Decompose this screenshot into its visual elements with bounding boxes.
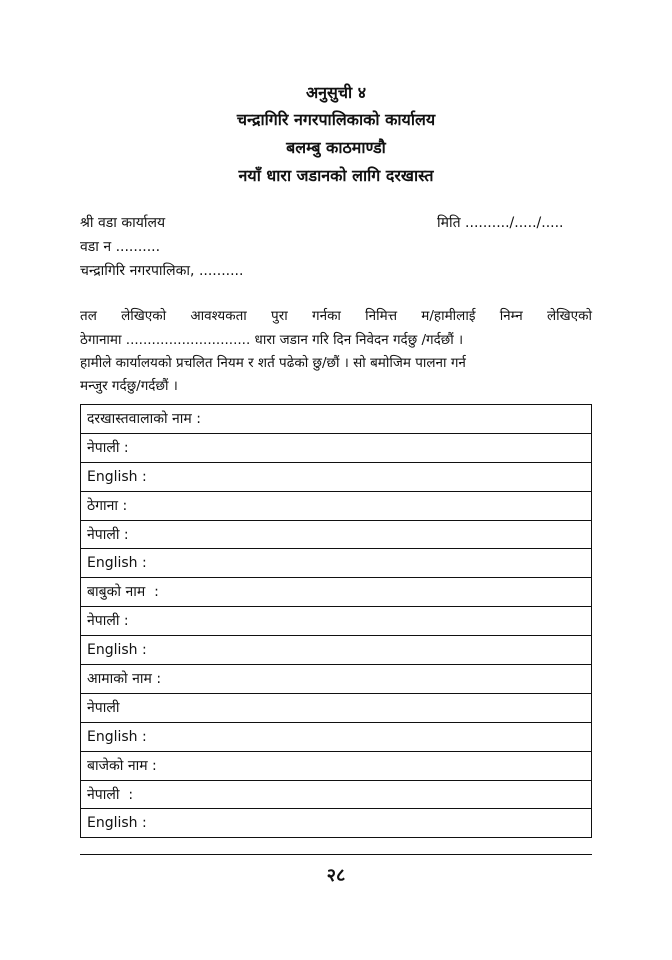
- ward-number-line: वडा न ..........: [80, 239, 161, 255]
- body-paragraph-line: हामीले कार्यालयको प्रचलित नियम र शर्त पढेको छु/छौं । सो बमोजिम पालना गर्न: [80, 355, 466, 371]
- application-form-table: [80, 404, 592, 838]
- location-heading: बलम्बु काठमाण्डौ: [286, 138, 386, 157]
- table-row: [81, 780, 592, 809]
- table-row: [81, 578, 592, 607]
- mother-name-english-field[interactable]: English :: [81, 722, 592, 751]
- document-title: नयाँ धारा जडानको लागि दरखास्त: [238, 166, 434, 185]
- municipality-line: चन्द्रागिरि नगरपालिका, ..........: [80, 263, 244, 279]
- grandfather-name-english-field[interactable]: English :: [81, 809, 592, 838]
- applicant-name-field[interactable]: दरखास्तवालाको नाम :: [81, 405, 592, 434]
- footer-divider: [80, 854, 592, 855]
- page-number: २८: [326, 865, 346, 886]
- address-field[interactable]: ठेगाना :: [81, 491, 592, 520]
- body-paragraph-line: ठेगानामा ............................. धारा जडान गरि दिन निवेदन गर्दछु /गर्दछौं ।: [80, 332, 464, 348]
- grandfather-name-nepali-field[interactable]: नेपाली :: [81, 780, 592, 809]
- table-row: [81, 751, 592, 780]
- table-row: [81, 433, 592, 462]
- father-name-nepali-field[interactable]: नेपाली :: [81, 607, 592, 636]
- date-line: मिति ........../...../.....: [437, 215, 564, 231]
- table-row: [81, 809, 592, 838]
- body-paragraph-line: तल लेखिएको आवश्यकता पुरा गर्नका निमित्त म/हामीलाई निम्न लेखिएको: [80, 308, 592, 324]
- recipient-line: श्री वडा कार्यालय: [80, 215, 166, 231]
- table-row: [81, 549, 592, 578]
- mother-name-field[interactable]: आमाको नाम :: [81, 665, 592, 694]
- table-row: [81, 722, 592, 751]
- grandfather-name-field[interactable]: बाजेको नाम :: [81, 751, 592, 780]
- table-row: [81, 520, 592, 549]
- schedule-heading: अनुसुची ४: [305, 83, 367, 102]
- office-heading: चन्द्रागिरि नगरपालिकाको कार्यालय: [236, 110, 436, 129]
- father-name-field[interactable]: बाबुको नाम :: [81, 578, 592, 607]
- table-row: [81, 636, 592, 665]
- table-row: [81, 665, 592, 694]
- table-row: [81, 491, 592, 520]
- address-nepali-field[interactable]: नेपाली :: [81, 520, 592, 549]
- applicant-name-english-field[interactable]: English :: [81, 462, 592, 491]
- table-row: [81, 462, 592, 491]
- table-row: [81, 405, 592, 434]
- address-english-field[interactable]: English :: [81, 549, 592, 578]
- father-name-english-field[interactable]: English :: [81, 636, 592, 665]
- table-row: [81, 693, 592, 722]
- body-paragraph-line: मन्जुर गर्दछु/गर्दछौं ।: [80, 378, 178, 394]
- table-row: [81, 607, 592, 636]
- applicant-name-nepali-field[interactable]: नेपाली :: [81, 433, 592, 462]
- mother-name-nepali-field[interactable]: नेपाली: [81, 693, 592, 722]
